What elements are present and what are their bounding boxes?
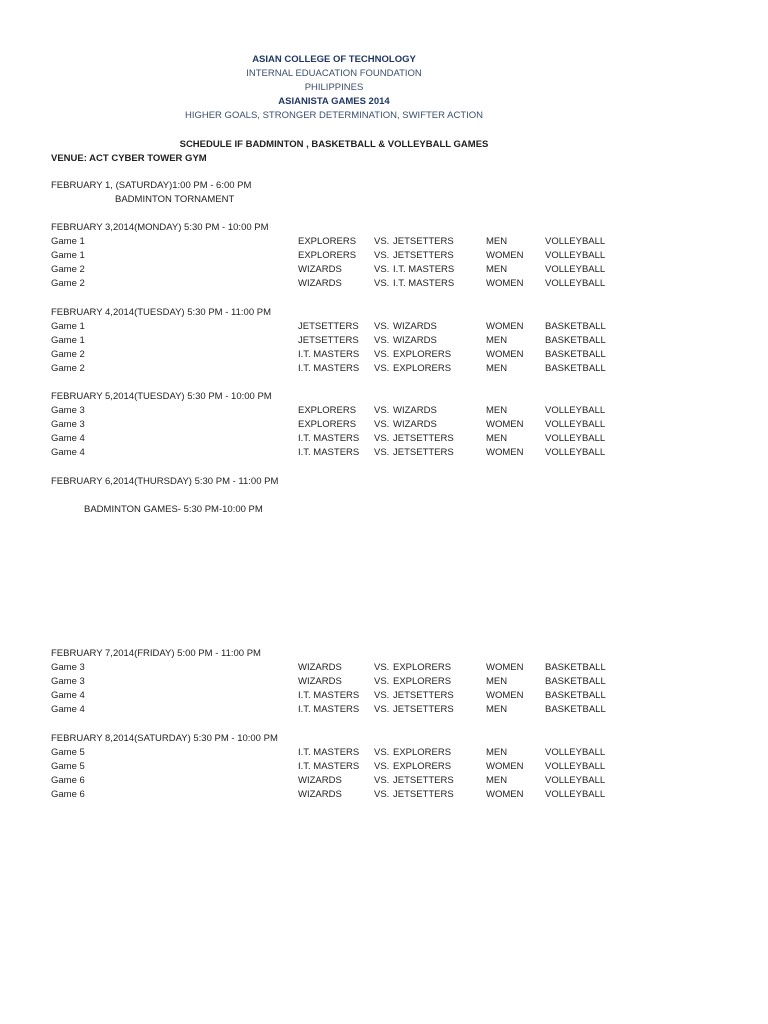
game-row-game: Game 2 bbox=[51, 278, 85, 289]
game-row-game: Game 1 bbox=[51, 321, 85, 332]
game-row-team1: I.T. MASTERS bbox=[298, 704, 360, 715]
game-row-team1: EXPLORERS bbox=[298, 419, 357, 430]
game-row-vs: VS. bbox=[374, 690, 390, 701]
game-row-team1: EXPLORERS bbox=[298, 405, 357, 416]
game-row-team2: JETSETTERS bbox=[393, 250, 454, 261]
game-row-vs: VS. bbox=[374, 321, 390, 332]
game-row-division: WOMEN bbox=[486, 250, 524, 261]
day-heading: FEBRUARY 6,2014(THURSDAY) 5:30 PM - 11:00 PM bbox=[51, 476, 279, 487]
game-row-vs: VS. bbox=[374, 405, 390, 416]
game-row-vs: VS. bbox=[374, 676, 390, 687]
game-row-division: MEN bbox=[486, 704, 508, 715]
game-row-team1: WIZARDS bbox=[298, 264, 342, 275]
event-title: ASIANISTA GAMES 2014 bbox=[278, 96, 390, 107]
game-row-division: MEN bbox=[486, 676, 508, 687]
game-row-game: Game 1 bbox=[51, 236, 85, 247]
game-row-sport: VOLLEYBALL bbox=[545, 419, 606, 430]
game-row-division: MEN bbox=[486, 236, 508, 247]
game-row-team2: WIZARDS bbox=[393, 335, 437, 346]
game-row-team2: EXPLORERS bbox=[393, 349, 452, 360]
game-row-sport: BASKETBALL bbox=[545, 662, 606, 673]
game-row-sport: VOLLEYBALL bbox=[545, 405, 606, 416]
game-row-vs: VS. bbox=[374, 761, 390, 772]
day-note: BADMINTON TORNAMENT bbox=[115, 194, 235, 205]
game-row-team1: JETSETTERS bbox=[298, 321, 359, 332]
game-row-team1: WIZARDS bbox=[298, 278, 342, 289]
game-row-team1: JETSETTERS bbox=[298, 335, 359, 346]
game-row-vs: VS. bbox=[374, 789, 390, 800]
game-row-division: MEN bbox=[486, 433, 508, 444]
day-heading: FEBRUARY 1, (SATURDAY)1:00 PM - 6:00 PM bbox=[51, 180, 252, 191]
game-row-game: Game 1 bbox=[51, 250, 85, 261]
day-heading: FEBRUARY 3,2014(MONDAY) 5:30 PM - 10:00 PM bbox=[51, 222, 269, 233]
game-row-team2: JETSETTERS bbox=[393, 433, 454, 444]
game-row-vs: VS. bbox=[374, 236, 390, 247]
game-row-sport: BASKETBALL bbox=[545, 676, 606, 687]
game-row-game: Game 1 bbox=[51, 335, 85, 346]
game-row-vs: VS. bbox=[374, 447, 390, 458]
day-heading: FEBRUARY 4,2014(TUESDAY) 5:30 PM - 11:00 PM bbox=[51, 307, 271, 318]
game-row-team2: JETSETTERS bbox=[393, 447, 454, 458]
game-row-game: Game 5 bbox=[51, 747, 85, 758]
game-row-game: Game 4 bbox=[51, 704, 85, 715]
game-row-sport: VOLLEYBALL bbox=[545, 775, 606, 786]
game-row-team1: I.T. MASTERS bbox=[298, 433, 360, 444]
game-row-team2: WIZARDS bbox=[393, 405, 437, 416]
game-row-sport: BASKETBALL bbox=[545, 704, 606, 715]
game-row-sport: BASKETBALL bbox=[545, 349, 606, 360]
event-motto: HIGHER GOALS, STRONGER DETERMINATION, SWIFTER ACTION bbox=[184, 110, 484, 121]
game-row-vs: VS. bbox=[374, 349, 390, 360]
game-row-vs: VS. bbox=[374, 747, 390, 758]
game-row-team1: I.T. MASTERS bbox=[298, 690, 360, 701]
game-row-vs: VS. bbox=[374, 775, 390, 786]
game-row-game: Game 4 bbox=[51, 690, 85, 701]
game-row-division: WOMEN bbox=[486, 690, 524, 701]
game-row-team2: JETSETTERS bbox=[393, 789, 454, 800]
game-row-team1: WIZARDS bbox=[298, 662, 342, 673]
school-name: ASIAN COLLEGE OF TECHNOLOGY bbox=[252, 54, 416, 65]
game-row-vs: VS. bbox=[374, 704, 390, 715]
game-row-team1: EXPLORERS bbox=[298, 250, 357, 261]
game-row-team1: I.T. MASTERS bbox=[298, 349, 360, 360]
game-row-team2: JETSETTERS bbox=[393, 236, 454, 247]
game-row-vs: VS. bbox=[374, 433, 390, 444]
game-row-sport: VOLLEYBALL bbox=[545, 278, 606, 289]
game-row-game: Game 6 bbox=[51, 775, 85, 786]
game-row-game: Game 4 bbox=[51, 433, 85, 444]
game-row-vs: VS. bbox=[374, 278, 390, 289]
game-row-sport: VOLLEYBALL bbox=[545, 747, 606, 758]
game-row-division: WOMEN bbox=[486, 662, 524, 673]
game-row-team2: JETSETTERS bbox=[393, 775, 454, 786]
day-heading: FEBRUARY 5,2014(TUESDAY) 5:30 PM - 10:00 PM bbox=[51, 391, 272, 402]
game-row-division: WOMEN bbox=[486, 349, 524, 360]
game-row-division: MEN bbox=[486, 747, 508, 758]
game-row-sport: VOLLEYBALL bbox=[545, 789, 606, 800]
game-row-team2: EXPLORERS bbox=[393, 662, 452, 673]
game-row-game: Game 3 bbox=[51, 419, 85, 430]
game-row-sport: BASKETBALL bbox=[545, 321, 606, 332]
game-row-team2: JETSETTERS bbox=[393, 704, 454, 715]
game-row-team2: I.T. MASTERS bbox=[393, 264, 455, 275]
game-row-team2: WIZARDS bbox=[393, 419, 437, 430]
game-row-team1: I.T. MASTERS bbox=[298, 747, 360, 758]
game-row-game: Game 4 bbox=[51, 447, 85, 458]
game-row-division: WOMEN bbox=[486, 789, 524, 800]
game-row-division: WOMEN bbox=[486, 278, 524, 289]
game-row-sport: VOLLEYBALL bbox=[545, 447, 606, 458]
game-row-division: WOMEN bbox=[486, 419, 524, 430]
game-row-team2: EXPLORERS bbox=[393, 761, 452, 772]
game-row-division: WOMEN bbox=[486, 761, 524, 772]
game-row-team1: EXPLORERS bbox=[298, 236, 357, 247]
game-row-team2: EXPLORERS bbox=[393, 747, 452, 758]
game-row-team1: I.T. MASTERS bbox=[298, 761, 360, 772]
game-row-game: Game 3 bbox=[51, 662, 85, 673]
game-row-team1: I.T. MASTERS bbox=[298, 447, 360, 458]
game-row-division: MEN bbox=[486, 335, 508, 346]
game-row-team1: WIZARDS bbox=[298, 676, 342, 687]
game-row-team1: WIZARDS bbox=[298, 789, 342, 800]
game-row-vs: VS. bbox=[374, 335, 390, 346]
day-heading: FEBRUARY 7,2014(FRIDAY) 5:00 PM - 11:00 PM bbox=[51, 648, 261, 659]
game-row-game: Game 6 bbox=[51, 789, 85, 800]
game-row-division: MEN bbox=[486, 775, 508, 786]
game-row-vs: VS. bbox=[374, 363, 390, 374]
game-row-sport: VOLLEYBALL bbox=[545, 236, 606, 247]
game-row-sport: VOLLEYBALL bbox=[545, 761, 606, 772]
game-row-sport: BASKETBALL bbox=[545, 690, 606, 701]
game-row-team2: EXPLORERS bbox=[393, 676, 452, 687]
game-row-team2: WIZARDS bbox=[393, 321, 437, 332]
game-row-team2: I.T. MASTERS bbox=[393, 278, 455, 289]
game-row-vs: VS. bbox=[374, 264, 390, 275]
day-note: BADMINTON GAMES- 5:30 PM-10:00 PM bbox=[84, 504, 263, 515]
game-row-division: WOMEN bbox=[486, 447, 524, 458]
game-row-team2: EXPLORERS bbox=[393, 363, 452, 374]
game-row-vs: VS. bbox=[374, 419, 390, 430]
game-row-sport: VOLLEYBALL bbox=[545, 250, 606, 261]
game-row-division: MEN bbox=[486, 363, 508, 374]
game-row-division: WOMEN bbox=[486, 321, 524, 332]
game-row-game: Game 3 bbox=[51, 405, 85, 416]
game-row-team1: WIZARDS bbox=[298, 775, 342, 786]
game-row-game: Game 3 bbox=[51, 676, 85, 687]
schedule-title: SCHEDULE IF BADMINTON , BASKETBALL & VOLLEYBALL GAMES bbox=[179, 139, 489, 150]
game-row-game: Game 2 bbox=[51, 349, 85, 360]
game-row-team2: JETSETTERS bbox=[393, 690, 454, 701]
game-row-game: Game 5 bbox=[51, 761, 85, 772]
game-row-vs: VS. bbox=[374, 662, 390, 673]
game-row-division: MEN bbox=[486, 264, 508, 275]
game-row-game: Game 2 bbox=[51, 264, 85, 275]
foundation-name: INTERNAL EDUACATION FOUNDATION bbox=[246, 68, 422, 79]
game-row-team1: I.T. MASTERS bbox=[298, 363, 360, 374]
day-heading: FEBRUARY 8,2014(SATURDAY) 5:30 PM - 10:00 PM bbox=[51, 733, 278, 744]
venue-label: VENUE: ACT CYBER TOWER GYM bbox=[51, 153, 207, 164]
game-row-vs: VS. bbox=[374, 250, 390, 261]
game-row-sport: VOLLEYBALL bbox=[545, 433, 606, 444]
game-row-sport: BASKETBALL bbox=[545, 363, 606, 374]
country-name: PHILIPPINES bbox=[304, 82, 364, 93]
game-row-sport: BASKETBALL bbox=[545, 335, 606, 346]
game-row-division: MEN bbox=[486, 405, 508, 416]
game-row-sport: VOLLEYBALL bbox=[545, 264, 606, 275]
game-row-game: Game 2 bbox=[51, 363, 85, 374]
